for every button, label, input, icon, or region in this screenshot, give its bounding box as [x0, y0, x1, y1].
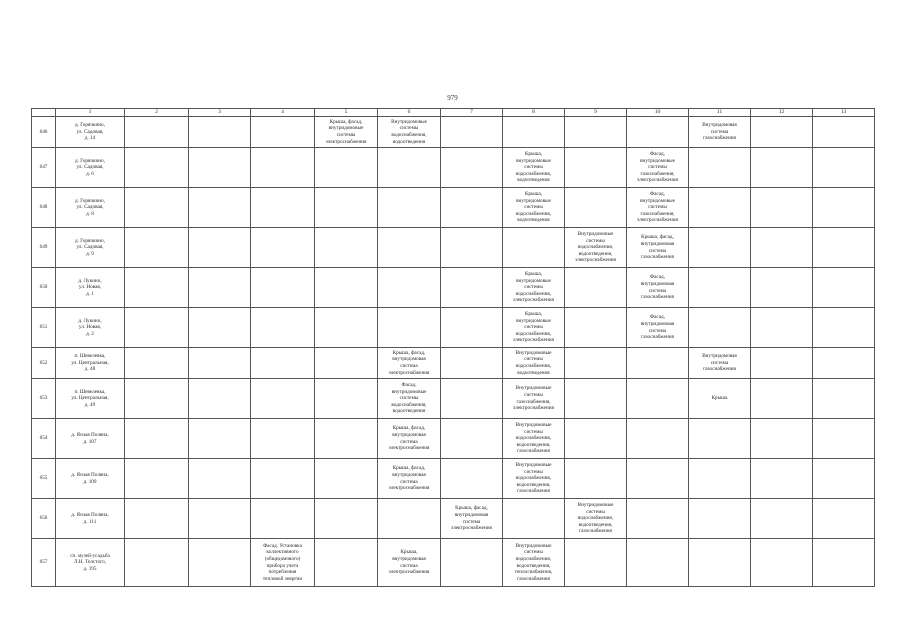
work-cell-col-12: [751, 188, 813, 228]
work-cell-col-5: Крыша, фасад, внутридомовые системы электроснабжения: [315, 117, 378, 148]
work-cell-col-13: [813, 308, 875, 348]
work-cell-col-8: Крыша, внутридомовые системы водоснабжения, водоотведения: [503, 148, 565, 188]
work-cell-col-12: [751, 499, 813, 539]
work-cell-col-8: Крыша, внутридомовые системы водоснабжения, электроснабжения: [503, 308, 565, 348]
work-cell-col-5: [315, 379, 378, 419]
work-cell-col-7: [441, 379, 503, 419]
work-cell-col-8: Внутридомовые системы водоснабжения, водоотведения, теплоснабжения, газоснабжения: [503, 539, 565, 587]
work-cell-col-7: [441, 539, 503, 587]
table-row: [32, 419, 875, 459]
work-cell-col-9: [565, 379, 627, 419]
column-header-9: 9: [565, 109, 627, 117]
column-header-13: 13: [813, 109, 875, 117]
row-number: 654: [32, 419, 56, 459]
work-cell-col-13: [813, 539, 875, 587]
work-cell-col-12: [751, 539, 813, 587]
row-number: 647: [32, 148, 56, 188]
table-row: [32, 459, 875, 499]
work-cell-col-4: [251, 117, 315, 148]
address-cell: д. Горячкино, ул. Садовая, д. 8: [56, 188, 125, 228]
work-cell-col-10: [627, 419, 689, 459]
column-header-2: 2: [125, 109, 189, 117]
work-cell-col-4: [251, 308, 315, 348]
work-cell-col-2: [125, 188, 189, 228]
address-cell: д. Ясная Поляна, д. 107: [56, 419, 125, 459]
work-cell-col-11: [689, 188, 751, 228]
work-cell-col-8: Внутридомовые системы газоснабжения, электроснабжения: [503, 379, 565, 419]
work-cell-col-12: [751, 268, 813, 308]
row-number: 650: [32, 268, 56, 308]
work-cell-col-11: [689, 228, 751, 268]
work-cell-col-5: [315, 228, 378, 268]
work-cell-col-7: [441, 268, 503, 308]
work-cell-col-4: [251, 348, 315, 379]
page-number: 979: [447, 94, 458, 102]
work-cell-col-9: [565, 148, 627, 188]
work-cell-col-3: [189, 188, 251, 228]
row-number: 651: [32, 308, 56, 348]
work-cell-col-6: Фасад, внутридомовые системы водоснабжения, водоотведения: [378, 379, 441, 419]
work-cell-col-10: [627, 539, 689, 587]
work-cell-col-10: [627, 459, 689, 499]
address-cell: д. Горячкино, ул. Садовая, д. 14: [56, 117, 125, 148]
work-cell-col-4: [251, 268, 315, 308]
work-cell-col-9: [565, 268, 627, 308]
work-cell-col-3: [189, 499, 251, 539]
work-cell-col-5: [315, 419, 378, 459]
header-spacer-cell: [32, 109, 56, 117]
table-row: [32, 308, 875, 348]
work-cell-col-5: [315, 188, 378, 228]
work-cell-col-3: [189, 308, 251, 348]
work-cell-col-13: [813, 268, 875, 308]
work-cell-col-6: [378, 268, 441, 308]
row-number: 656: [32, 499, 56, 539]
work-cell-col-3: [189, 539, 251, 587]
work-cell-col-13: [813, 499, 875, 539]
work-cell-col-2: [125, 348, 189, 379]
table-row: [32, 148, 875, 188]
work-cell-col-10: Крыша, фасад, внутридомовая система газоснабжения: [627, 228, 689, 268]
row-number: 653: [32, 379, 56, 419]
work-cell-col-11: Внутридомовая система газоснабжения: [689, 117, 751, 148]
work-cell-col-12: [751, 419, 813, 459]
work-cell-col-6: Внутридомовые системы водоснабжения, водоотведения: [378, 117, 441, 148]
work-cell-col-8: [503, 117, 565, 148]
address-cell: д. Горячкино, ул. Садовая, д. 6: [56, 148, 125, 188]
work-cell-col-6: [378, 148, 441, 188]
work-cell-col-6: [378, 228, 441, 268]
work-cell-col-5: [315, 499, 378, 539]
work-cell-col-2: [125, 268, 189, 308]
work-cell-col-13: [813, 228, 875, 268]
work-cell-col-6: [378, 308, 441, 348]
work-cell-col-13: [813, 188, 875, 228]
column-header-12: 12: [751, 109, 813, 117]
work-cell-col-10: Фасад, внутридомовые системы газоснабжения, электроснабжения: [627, 188, 689, 228]
work-cell-col-13: [813, 459, 875, 499]
work-cell-col-4: [251, 379, 315, 419]
work-cell-col-9: Внутридомовые системы водоснабжения, водоотведения, электроснабжения: [565, 228, 627, 268]
address-cell: д. Лукино, ул. Новая, д. 1: [56, 268, 125, 308]
work-cell-col-2: [125, 379, 189, 419]
work-cell-col-6: Крыша, фасад, внутридомовая система электроснабжения: [378, 419, 441, 459]
table-row: [32, 117, 875, 148]
work-cell-col-5: [315, 148, 378, 188]
work-cell-col-6: [378, 499, 441, 539]
address-cell: д. Лукино, ул. Новая, д. 2: [56, 308, 125, 348]
work-cell-col-7: [441, 148, 503, 188]
work-cell-col-2: [125, 459, 189, 499]
work-cell-col-2: [125, 539, 189, 587]
table-row: [32, 188, 875, 228]
work-cell-col-4: [251, 499, 315, 539]
work-cell-col-11: [689, 308, 751, 348]
work-cell-col-3: [189, 228, 251, 268]
work-cell-col-7: [441, 419, 503, 459]
address-cell: д. Ясная Поляна, д. 111: [56, 499, 125, 539]
work-cell-col-2: [125, 499, 189, 539]
work-cell-col-3: [189, 268, 251, 308]
work-cell-col-5: [315, 539, 378, 587]
work-cell-col-2: [125, 117, 189, 148]
repair-schedule-table: [31, 108, 875, 587]
work-cell-col-2: [125, 308, 189, 348]
work-cell-col-2: [125, 228, 189, 268]
address-cell: п. Шевелевка, ул. Центральная, д. 49: [56, 379, 125, 419]
address-cell: д. Ясная Поляна, д. 109: [56, 459, 125, 499]
work-cell-col-9: [565, 459, 627, 499]
work-cell-col-7: [441, 308, 503, 348]
work-cell-col-7: [441, 228, 503, 268]
work-cell-col-4: [251, 228, 315, 268]
work-cell-col-12: [751, 379, 813, 419]
work-cell-col-11: [689, 459, 751, 499]
table-row: [32, 348, 875, 379]
row-number: 652: [32, 348, 56, 379]
column-header-6: 6: [378, 109, 441, 117]
work-cell-col-10: [627, 499, 689, 539]
work-cell-col-8: Крыша, внутридомовые системы водоснабжения, электроснабжения: [503, 268, 565, 308]
column-header-10: 10: [627, 109, 689, 117]
work-cell-col-3: [189, 348, 251, 379]
work-cell-col-6: Крыша, фасад, внутридомовая система электроснабжения: [378, 348, 441, 379]
row-number: 655: [32, 459, 56, 499]
work-cell-col-7: [441, 348, 503, 379]
work-cell-col-13: [813, 419, 875, 459]
table-row: [32, 228, 875, 268]
work-cell-col-3: [189, 379, 251, 419]
work-cell-col-10: [627, 117, 689, 148]
work-cell-col-7: [441, 117, 503, 148]
work-cell-col-12: [751, 459, 813, 499]
work-cell-col-12: [751, 308, 813, 348]
work-cell-col-10: Фасад, внутридомовые системы газоснабжения, электроснабжения: [627, 148, 689, 188]
work-cell-col-8: [503, 499, 565, 539]
work-cell-col-9: [565, 188, 627, 228]
work-cell-col-5: [315, 459, 378, 499]
column-header-7: 7: [441, 109, 503, 117]
work-cell-col-4: Фасад. Установка коллективного (общедомового) прибора учета потребления тепловой энергии: [251, 539, 315, 587]
work-cell-col-3: [189, 459, 251, 499]
work-cell-col-7: [441, 459, 503, 499]
work-cell-col-9: [565, 117, 627, 148]
address-cell: сп. музей-усадьба Л.Н. Толстого, д. 195: [56, 539, 125, 587]
column-header-row: [32, 109, 875, 117]
work-cell-col-7: Крыша, фасад, внутридомовая система электроснабжения: [441, 499, 503, 539]
work-cell-col-5: [315, 268, 378, 308]
work-cell-col-10: [627, 348, 689, 379]
address-cell: д. Горячкино, ул. Садовая, д. 9: [56, 228, 125, 268]
work-cell-col-13: [813, 148, 875, 188]
work-cell-col-5: [315, 308, 378, 348]
table-row: [32, 268, 875, 308]
work-cell-col-11: Внутридомовая система газоснабжения: [689, 348, 751, 379]
work-cell-col-10: [627, 379, 689, 419]
table-row: [32, 539, 875, 587]
address-cell: п. Шевелевка, ул. Центральная, д. 48: [56, 348, 125, 379]
work-cell-col-12: [751, 348, 813, 379]
work-cell-col-12: [751, 148, 813, 188]
column-header-8: 8: [503, 109, 565, 117]
work-cell-col-7: [441, 188, 503, 228]
work-cell-col-13: [813, 117, 875, 148]
work-cell-col-8: [503, 228, 565, 268]
work-cell-col-8: Крыша, внутридомовые системы водоснабжения, водоотведения: [503, 188, 565, 228]
work-cell-col-10: Фасад, внутридомовая система газоснабжения: [627, 268, 689, 308]
work-cell-col-9: [565, 308, 627, 348]
work-cell-col-12: [751, 117, 813, 148]
work-cell-col-11: [689, 499, 751, 539]
row-number: 646: [32, 117, 56, 148]
work-cell-col-10: Фасад, внутридомовая система газоснабжения: [627, 308, 689, 348]
work-cell-col-2: [125, 419, 189, 459]
work-cell-col-11: [689, 148, 751, 188]
column-header-1: 1: [56, 109, 125, 117]
work-cell-col-4: [251, 419, 315, 459]
work-cell-col-8: Внутридомовые системы водоснабжения, водоотведения, газоснабжения: [503, 419, 565, 459]
work-cell-col-3: [189, 419, 251, 459]
work-cell-col-5: [315, 348, 378, 379]
work-cell-col-12: [751, 228, 813, 268]
work-cell-col-11: Крыша: [689, 379, 751, 419]
work-cell-col-9: [565, 539, 627, 587]
work-cell-col-9: Внутридомовые системы водоснабжения, водоотведения, газоснабжения: [565, 499, 627, 539]
work-cell-col-8: Внутридомовые системы водоснабжения, водоотведения: [503, 348, 565, 379]
work-cell-col-6: [378, 188, 441, 228]
work-cell-col-4: [251, 459, 315, 499]
work-cell-col-4: [251, 188, 315, 228]
column-header-11: 11: [689, 109, 751, 117]
table-row: [32, 499, 875, 539]
row-number: 648: [32, 188, 56, 228]
work-cell-col-11: [689, 539, 751, 587]
work-cell-col-2: [125, 148, 189, 188]
work-cell-col-8: Внутридомовые системы водоснабжения, водоотведения, газоснабжения: [503, 459, 565, 499]
work-cell-col-6: Крыша, внутридомовая система электроснабжения: [378, 539, 441, 587]
work-cell-col-13: [813, 348, 875, 379]
work-cell-col-11: [689, 268, 751, 308]
column-header-4: 4: [251, 109, 315, 117]
work-cell-col-9: [565, 419, 627, 459]
work-cell-col-13: [813, 379, 875, 419]
column-header-5: 5: [315, 109, 378, 117]
row-number: 657: [32, 539, 56, 587]
table-row: [32, 379, 875, 419]
work-cell-col-9: [565, 348, 627, 379]
work-cell-col-6: Крыша, фасад, внутридомовая система электроснабжения: [378, 459, 441, 499]
row-number: 649: [32, 228, 56, 268]
work-cell-col-3: [189, 148, 251, 188]
column-header-3: 3: [189, 109, 251, 117]
work-cell-col-3: [189, 117, 251, 148]
work-cell-col-11: [689, 419, 751, 459]
work-cell-col-4: [251, 148, 315, 188]
